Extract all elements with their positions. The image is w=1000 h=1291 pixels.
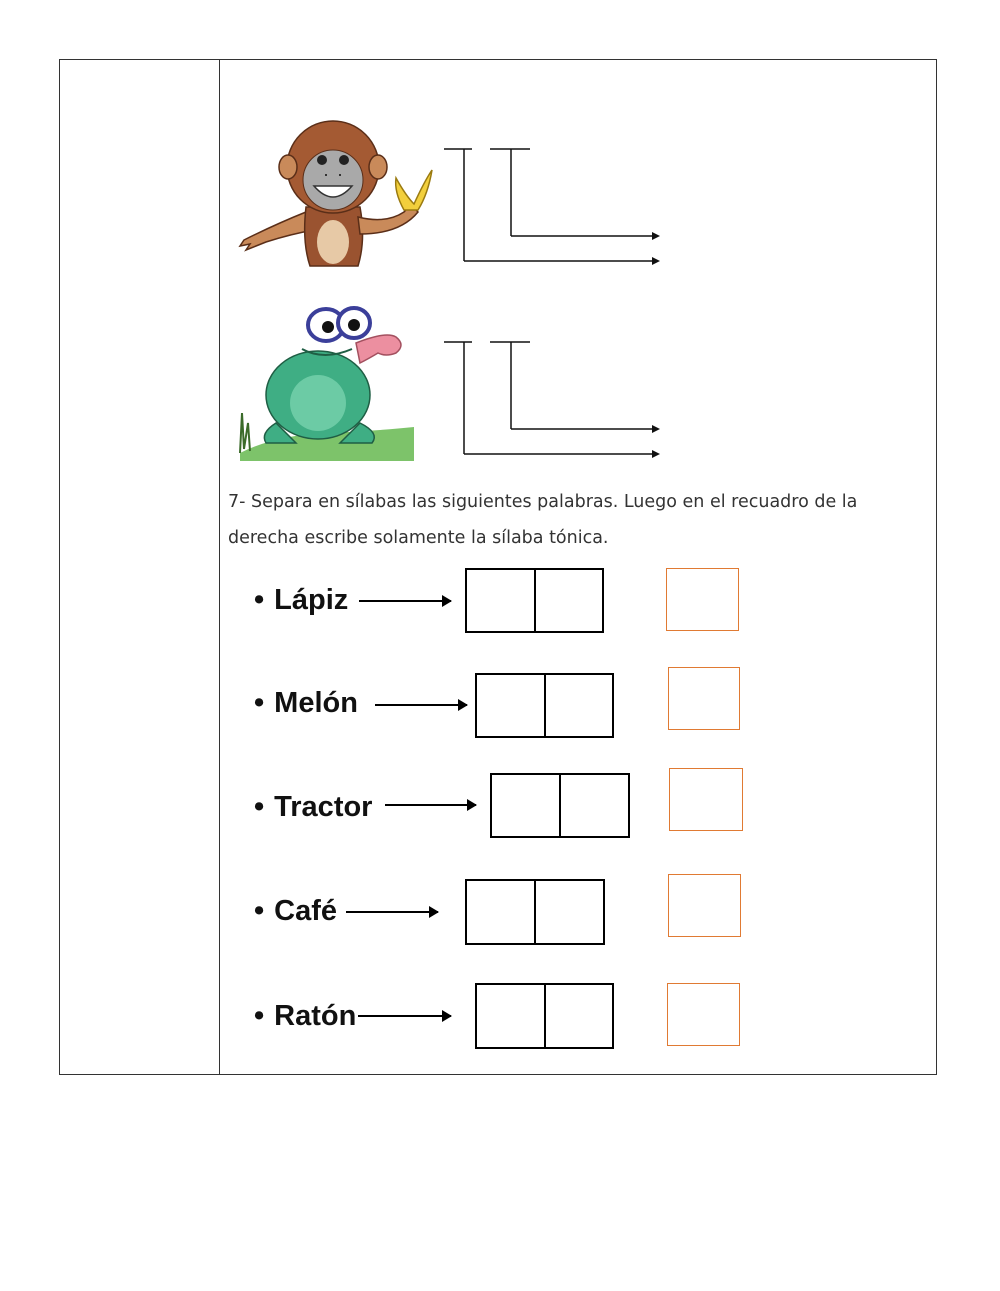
- syllable-input-1[interactable]: [477, 675, 546, 736]
- arrow-icon: [385, 804, 476, 806]
- syllable-input-1[interactable]: [477, 985, 546, 1047]
- bullet-icon: •: [254, 687, 265, 719]
- syllable-boxes: [465, 879, 605, 945]
- column-divider: [219, 59, 220, 1075]
- bullet-icon: •: [254, 895, 265, 927]
- instruction-line-2: derecha escribe solamente la sílaba tónica.: [228, 528, 609, 548]
- word-label: • Melón: [254, 687, 358, 719]
- syllable-input-1[interactable]: [467, 570, 536, 631]
- bullet-icon: •: [254, 1000, 265, 1032]
- arrow-icon: [358, 1015, 451, 1017]
- word-label: • Café: [254, 895, 338, 927]
- syllable-input-2[interactable]: [536, 570, 603, 631]
- word-label: • Tractor: [254, 791, 373, 823]
- syllable-boxes: [475, 983, 614, 1049]
- syllable-input-1[interactable]: [467, 881, 536, 943]
- frog-syllable-diagram: [440, 336, 670, 461]
- tonic-syllable-input[interactable]: [668, 874, 741, 937]
- word-label: • Ratón: [254, 1000, 357, 1032]
- tonic-syllable-input[interactable]: [667, 983, 740, 1046]
- arrow-icon: [375, 704, 467, 706]
- monkey-syllable-diagram: [440, 143, 670, 268]
- tonic-syllable-input[interactable]: [666, 568, 739, 631]
- syllable-input-2[interactable]: [546, 985, 613, 1047]
- syllable-input-2[interactable]: [561, 775, 628, 836]
- tonic-syllable-input[interactable]: [668, 667, 740, 730]
- exercise-instruction: [228, 484, 928, 556]
- instruction-line-1: 7- Separa en sílabas las siguientes palabras. Luego en el recuadro de la: [228, 492, 858, 512]
- syllable-boxes: [490, 773, 630, 838]
- bullet-icon: •: [254, 584, 265, 616]
- syllable-boxes: [475, 673, 614, 738]
- arrow-icon: [359, 600, 451, 602]
- word-label: • Lápiz: [254, 584, 349, 616]
- syllable-input-2[interactable]: [536, 881, 603, 943]
- monkey-illustration: [236, 112, 436, 270]
- syllable-input-1[interactable]: [492, 775, 561, 836]
- bullet-icon: •: [254, 791, 265, 823]
- syllable-boxes: [465, 568, 604, 633]
- syllable-input-2[interactable]: [546, 675, 613, 736]
- arrow-icon: [346, 911, 438, 913]
- frog-illustration: [236, 303, 418, 463]
- tonic-syllable-input[interactable]: [669, 768, 743, 831]
